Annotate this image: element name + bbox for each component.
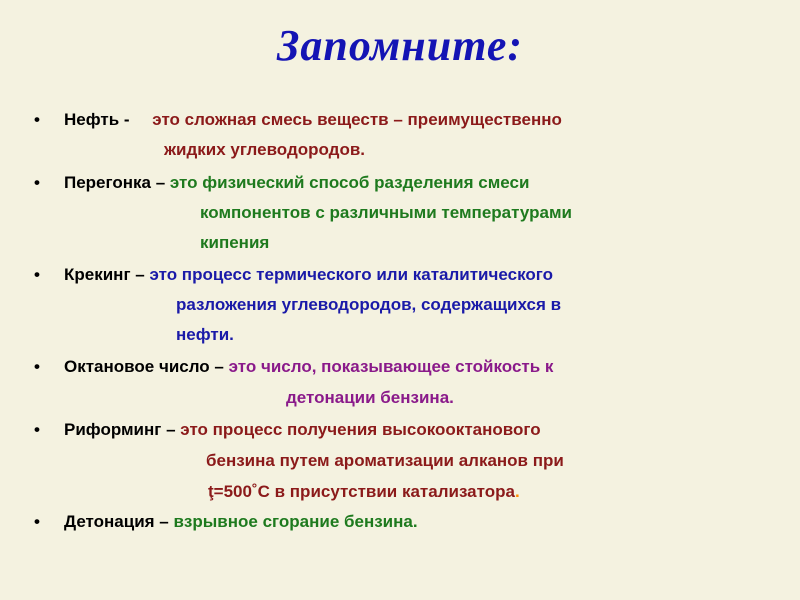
definition-text: это физический способ разделения смеси xyxy=(169,173,530,192)
definition-line: компонентов с различными температурами xyxy=(200,203,572,222)
definition-line: нефти. xyxy=(176,325,234,344)
term-dash: – xyxy=(209,357,229,376)
term-cracking: Крекинг xyxy=(64,265,131,284)
slide-title: Запомните: xyxy=(276,21,524,70)
term-dash: – xyxy=(150,173,170,192)
definition-text: взрывное сгорание бензина. xyxy=(173,512,418,531)
term-oil: Нефть - xyxy=(64,110,135,129)
definition-line: жидких углеводородов. xyxy=(164,140,366,159)
definition-line: разложения углеводородов, содержащихся в xyxy=(176,295,562,314)
term-distillation: Перегонка xyxy=(64,173,151,192)
bullet-icon: • xyxy=(34,265,40,284)
term-dash: – xyxy=(130,265,150,284)
definition-line xyxy=(64,512,418,532)
definition-line xyxy=(208,482,520,502)
definition-text: ţ=500˚C в присутствии катализатора xyxy=(208,482,515,501)
term-reforming: Риформинг xyxy=(64,420,162,439)
definition-line xyxy=(64,265,553,285)
definition-line xyxy=(64,173,529,193)
bullet-icon: • xyxy=(34,357,40,376)
term-detonation: Детонация xyxy=(64,512,155,531)
term-dash: – xyxy=(161,420,181,439)
bullet-icon: • xyxy=(34,420,40,439)
definition-text: это сложная смесь веществ – преимущественно xyxy=(152,110,562,129)
definition-period: . xyxy=(514,482,520,501)
definition-line xyxy=(64,420,541,440)
definition-line: бензина путем ароматизации алканов при xyxy=(206,451,564,470)
term-dash: – xyxy=(154,512,174,531)
definition-line xyxy=(64,110,562,130)
definition-text: это процесс получения высокооктанового xyxy=(180,420,541,439)
term-octane-number: Октановое число xyxy=(64,357,210,376)
bullet-icon: • xyxy=(34,173,40,192)
bullet-icon: • xyxy=(34,110,40,129)
definition-text: это число, показывающее стойкость к xyxy=(228,357,554,376)
definition-text: это процесс термического или каталитического xyxy=(149,265,553,284)
definition-line xyxy=(64,357,553,377)
bullet-icon: • xyxy=(34,512,40,531)
definition-line: детонации бензина. xyxy=(286,388,454,407)
definition-line: кипения xyxy=(200,233,270,252)
